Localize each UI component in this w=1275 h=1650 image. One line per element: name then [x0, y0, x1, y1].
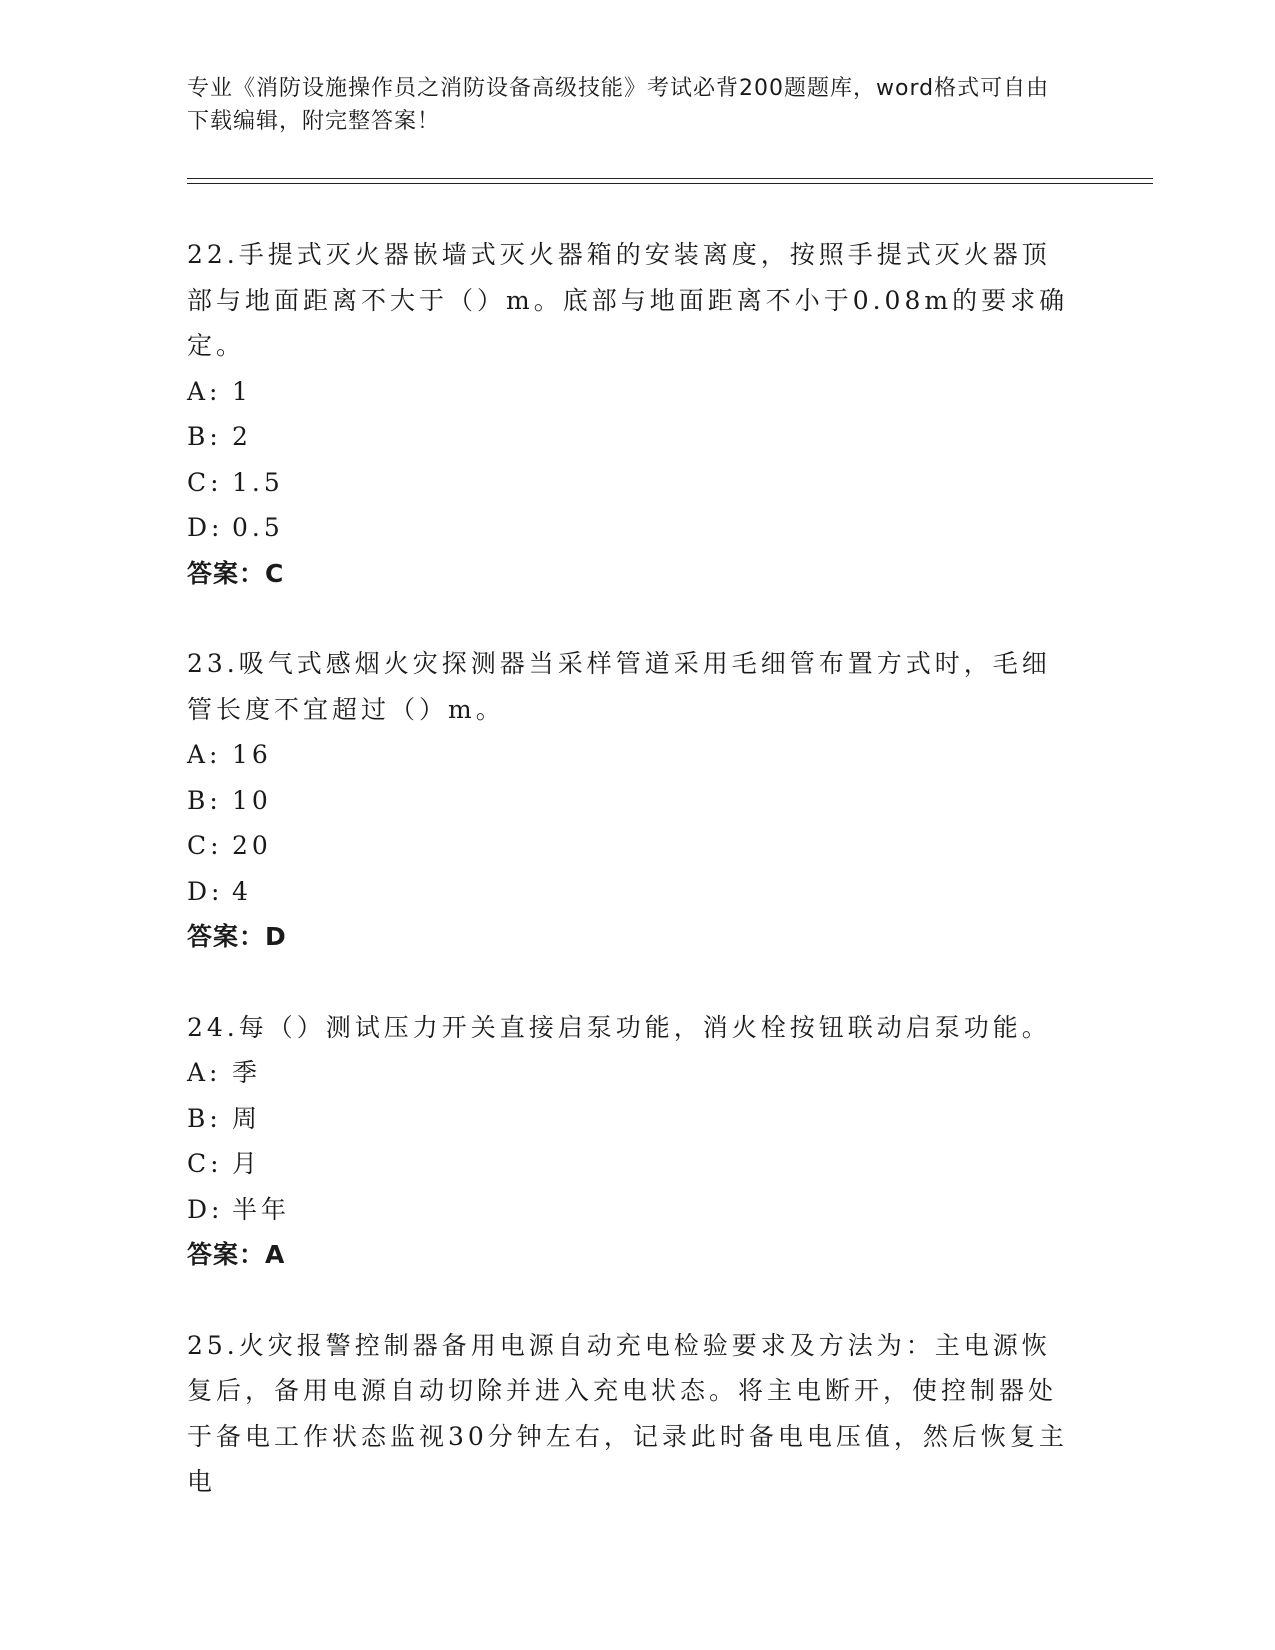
option-value: 季 [232, 1058, 262, 1087]
question-25 [187, 1323, 1077, 1505]
answer-line: 答案：D [187, 922, 287, 951]
question-stem: 24.每（）测试压力开关直接启泵功能，消火栓按钮联动启泵功能。 [187, 1012, 1051, 1042]
question-spacer [187, 1278, 1077, 1323]
option-value: 20 [232, 831, 272, 860]
option-key: C: [187, 1149, 223, 1178]
option-value: 16 [232, 740, 272, 769]
option-c [187, 1141, 1077, 1187]
header-divider-line-second [187, 183, 1153, 184]
option-value: 1.5 [232, 467, 284, 497]
option-value: 月 [232, 1149, 262, 1178]
option-value: 2 [232, 422, 252, 451]
question-22 [187, 232, 1077, 596]
option-key: B: [187, 1103, 222, 1133]
answer-line: 答案：A [187, 1240, 286, 1269]
option-key: B: [187, 422, 222, 451]
option-d [187, 1187, 1077, 1233]
option-b [187, 778, 1077, 824]
option-key: B: [187, 785, 222, 815]
answer-line: 答案：C [187, 558, 285, 588]
option-key: D: [187, 876, 224, 906]
document-header: 专业《消防设施操作员之消防设备高级技能》考试必背200题题库，word格式可自由下载编辑，附完整答案！ [187, 76, 1050, 134]
option-value: 1 [232, 376, 252, 406]
question-stem: 25.火灾报警控制器备用电源自动充电检验要求及方法为：主电源恢复后，备用电源自动切除并进入充电状态。将主电断开，使控制器处于备电工作状态监视30分钟左右，记录此时备电电压值，然后恢复主电 [187, 1330, 1068, 1496]
option-b [187, 1096, 1077, 1142]
option-key: A: [187, 740, 222, 769]
option-value: 半年 [232, 1194, 291, 1224]
option-key: C: [187, 831, 223, 860]
option-key: D: [187, 1194, 224, 1224]
option-d [187, 869, 1077, 915]
option-key: A: [187, 1058, 222, 1087]
option-c [187, 823, 1077, 869]
option-key: A: [187, 376, 222, 406]
option-a [187, 369, 1077, 415]
option-value: 10 [232, 785, 272, 815]
option-a [187, 1050, 1077, 1096]
header-divider-line [187, 178, 1153, 179]
question-spacer [187, 960, 1077, 1005]
option-b [187, 414, 1077, 460]
question-24 [187, 1005, 1077, 1278]
question-stem: 22.手提式灭火器嵌墙式灭火器箱的安装离度，按照手提式灭火器顶部与地面距离不大于（）m。底部与地面距离不小于0.08m的要求确定。 [187, 240, 1069, 360]
option-a [187, 732, 1077, 778]
option-value: 4 [232, 876, 252, 906]
question-list [187, 232, 1077, 1505]
question-23 [187, 641, 1077, 960]
option-key: C: [187, 467, 223, 497]
question-spacer [187, 596, 1077, 641]
option-d [187, 505, 1077, 551]
option-value: 0.5 [232, 513, 284, 542]
option-key: D: [187, 513, 224, 542]
option-value: 周 [232, 1103, 262, 1133]
option-c [187, 460, 1077, 506]
question-stem: 23.吸气式感烟火灾探测器当采样管道采用毛细管布置方式时，毛细管长度不宜超过（）m。 [187, 649, 1051, 724]
